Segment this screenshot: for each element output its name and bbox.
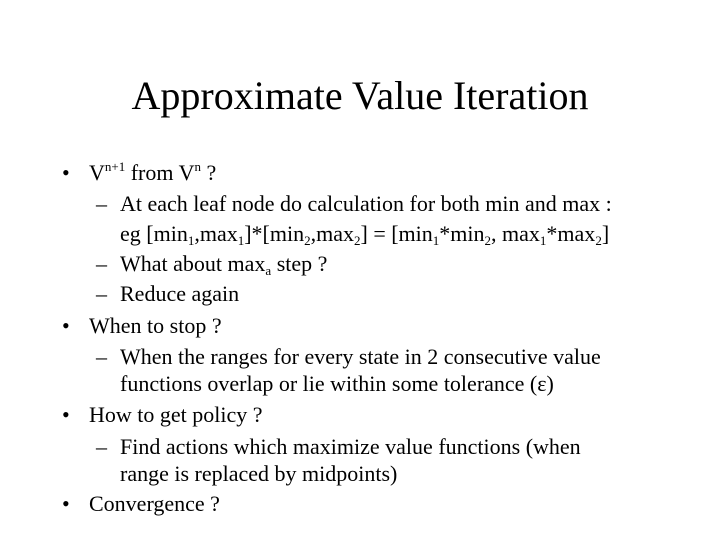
bullet-2-text: When to stop ? xyxy=(89,313,222,338)
sub-2-part: step ? xyxy=(271,251,328,276)
formula-sub: 1 xyxy=(237,233,245,248)
sub-1-formula xyxy=(120,221,609,247)
bullet-1-text xyxy=(89,160,216,186)
sub-2-text xyxy=(120,251,327,277)
bullet-4-marker: • xyxy=(62,491,70,516)
sub-3-marker: – xyxy=(96,281,107,306)
formula-part: ,max xyxy=(310,221,354,246)
bullet-1-end: ? xyxy=(201,160,217,185)
sub-2-marker: – xyxy=(96,251,107,276)
formula-part: ] = [min xyxy=(360,221,433,246)
formula-sub: 1 xyxy=(187,233,195,248)
formula-part: ] xyxy=(601,221,610,246)
formula-part: ]*[min xyxy=(244,221,305,246)
formula-sub: 1 xyxy=(432,233,440,248)
sub-1-marker: – xyxy=(96,191,107,216)
sub-4-line2: functions overlap or lie within some tolerance (ε) xyxy=(120,371,554,396)
sub-5-marker: – xyxy=(96,434,107,459)
sub-2-subscript: a xyxy=(265,263,272,278)
bullet-1-mid: from V xyxy=(125,160,195,185)
formula-sub: 1 xyxy=(539,233,547,248)
bullet-1-marker: • xyxy=(62,160,70,185)
sub-2-part: What about max xyxy=(120,251,266,276)
bullet-3-text: How to get policy ? xyxy=(89,402,263,427)
sub-3-text: Reduce again xyxy=(120,281,240,306)
bullet-4-text: Convergence ? xyxy=(89,491,220,516)
bullet-1-v1: V xyxy=(89,160,105,185)
formula-sub: 2 xyxy=(304,233,311,248)
sub-1-text: At each leaf node do calculation for both min and max : xyxy=(120,191,612,216)
formula-part: , max xyxy=(491,221,540,246)
sub-5-line1: Find actions which maximize value functions (when xyxy=(120,434,581,459)
bullet-1-sup1: n+1 xyxy=(104,159,126,174)
formula-sub: 2 xyxy=(484,233,492,248)
formula-sub: 2 xyxy=(595,233,602,248)
formula-part: *max xyxy=(546,221,596,246)
bullet-3-marker: • xyxy=(62,402,70,427)
bullet-2-marker: • xyxy=(62,313,70,338)
formula-part: eg [min xyxy=(120,221,188,246)
slide-title: Approximate Value Iteration xyxy=(131,73,589,118)
formula-sub: 2 xyxy=(354,233,361,248)
sub-4-marker: – xyxy=(96,344,107,369)
formula-part: *min xyxy=(439,221,485,246)
formula-part: ,max xyxy=(194,221,238,246)
sub-5-line2: range is replaced by midpoints) xyxy=(120,461,398,486)
sub-4-line1: When the ranges for every state in 2 consecutive value xyxy=(120,344,601,369)
bullet-1-sup2: n xyxy=(194,159,201,174)
